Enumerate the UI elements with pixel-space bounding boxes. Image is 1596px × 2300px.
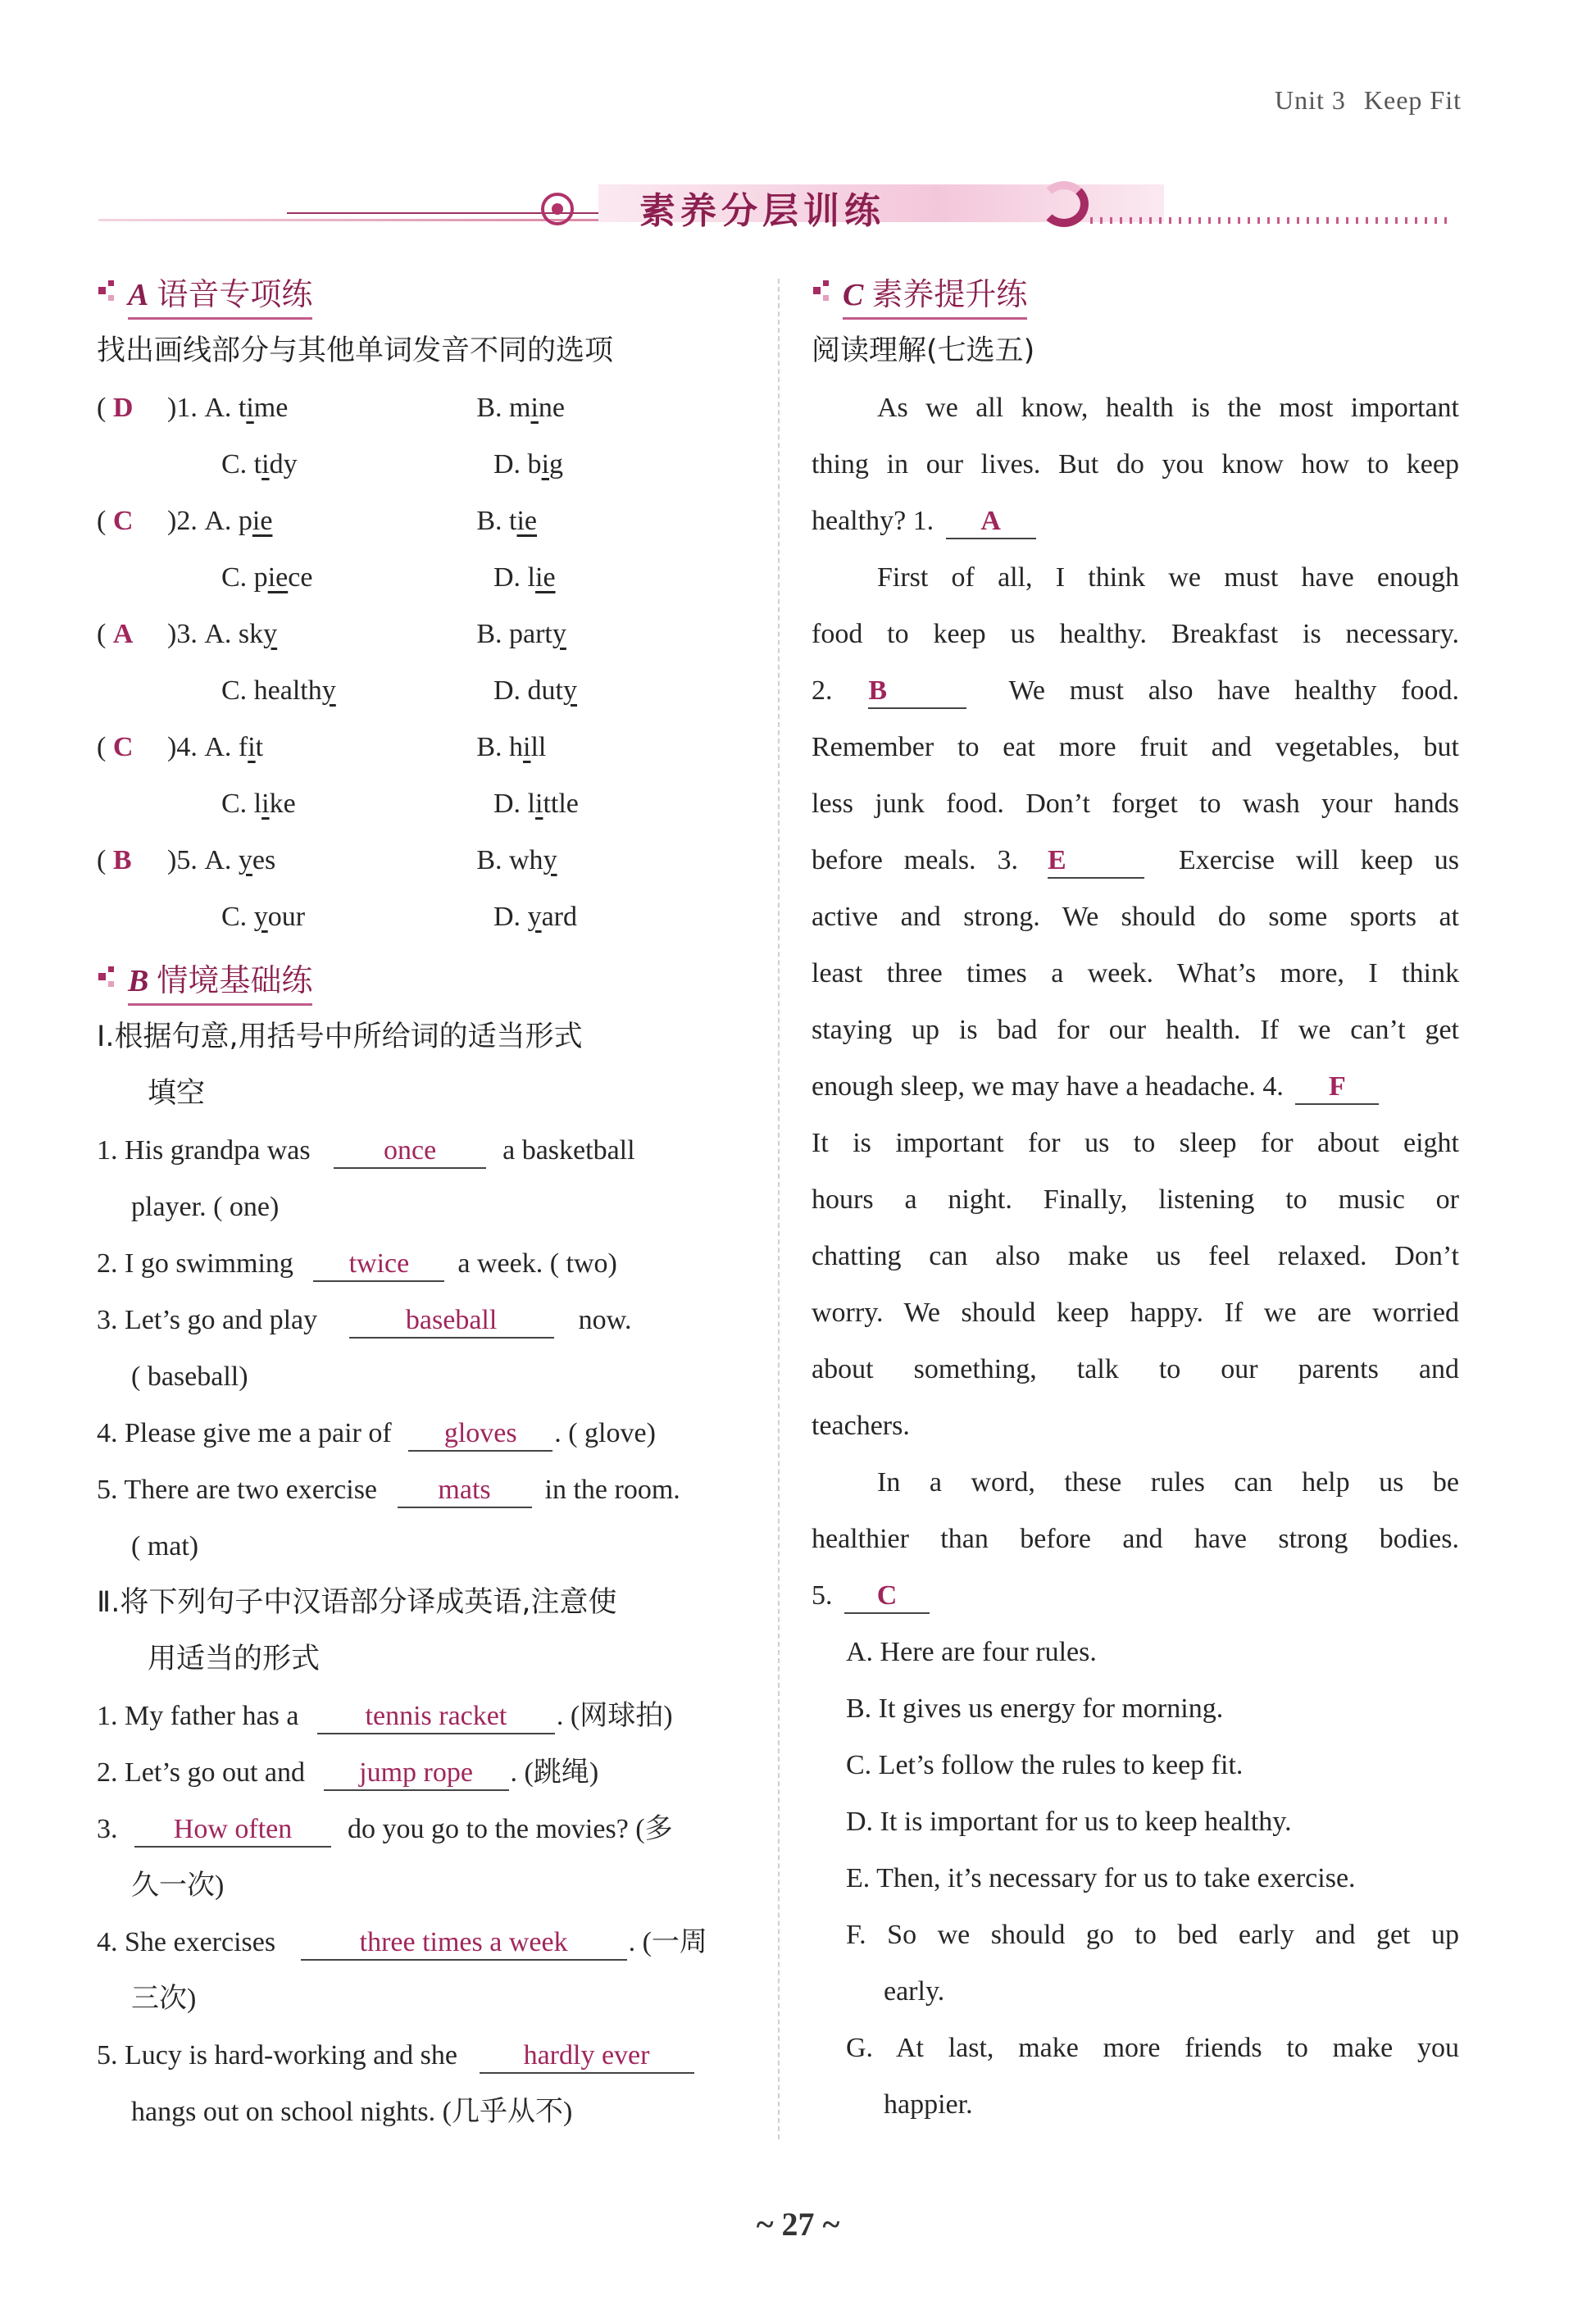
passage-line: First of all, I think we must have enough bbox=[877, 562, 1459, 593]
fill-question-cont: ( mat) bbox=[131, 1531, 199, 1561]
page-header bbox=[1257, 85, 1462, 116]
answer: A bbox=[112, 619, 134, 649]
target-icon bbox=[541, 193, 574, 225]
option-c: C. like bbox=[221, 789, 296, 819]
option-item: F. So we should go to bed early and get up bbox=[846, 1920, 1459, 1950]
passage-line: worry. We should keep happy. If we are worried bbox=[812, 1298, 1459, 1328]
option-d: D. little bbox=[493, 789, 579, 819]
answer-blank: once bbox=[334, 1134, 486, 1169]
translate-question: 4. She exercises three times a week . (一周 bbox=[97, 1914, 753, 1970]
phonetics-question: ( A )3. A. sky B. party C. healthy D. duty bbox=[97, 606, 753, 719]
answer: B bbox=[112, 845, 132, 875]
option-item: A. Here are four rules. bbox=[846, 1637, 1097, 1667]
option-b: B. tie bbox=[476, 506, 537, 536]
section-b-heading bbox=[97, 950, 753, 999]
fill-question: 5. There are two exercise mats in the room. bbox=[97, 1461, 753, 1518]
fill-question-cont: player. ( one) bbox=[131, 1192, 280, 1222]
answer: C bbox=[112, 732, 134, 762]
answer-blank: E bbox=[1048, 844, 1144, 879]
answer-blank: hardly ever bbox=[480, 2039, 694, 2074]
section-a-title: 语音专项练 bbox=[157, 276, 313, 312]
page-number: ~ 27 ~ bbox=[756, 2206, 840, 2243]
passage-line: It is important for us to sleep for about eight bbox=[812, 1128, 1459, 1158]
passage-line: hours a night. Finally, listening to music or bbox=[812, 1184, 1459, 1215]
section-c-heading bbox=[812, 264, 1459, 313]
passage-line: In a word, these rules can help us be bbox=[877, 1467, 1459, 1498]
answer-blank: mats bbox=[398, 1474, 532, 1508]
option-d: D. duty bbox=[493, 675, 577, 706]
passage-line: thing in our lives. But do you know how to keep bbox=[812, 449, 1459, 480]
option-item: C. Let’s follow the rules to keep fit. bbox=[846, 1750, 1244, 1780]
answer-blank: How often bbox=[134, 1813, 331, 1848]
option-item-cont: happier. bbox=[884, 2089, 973, 2120]
translate-question: 5. Lucy is hard-working and she hardly ever bbox=[97, 2027, 753, 2084]
answer-blank: tennis racket bbox=[317, 1700, 555, 1734]
option-d: D. lie bbox=[493, 562, 556, 593]
part1-heading-cont: 填空 bbox=[148, 1077, 206, 1110]
option-list bbox=[812, 1624, 1459, 2133]
unit-label: Unit 3 bbox=[1275, 85, 1346, 115]
fill-question-cont: ( baseball) bbox=[131, 1361, 248, 1392]
option-a: A. sky bbox=[204, 619, 278, 649]
passage-line: chatting can also make us feel relaxed. Don’t bbox=[812, 1241, 1459, 1271]
answer-blank: twice bbox=[313, 1248, 444, 1282]
passage-line: less junk food. Don’t forget to wash your hands bbox=[812, 789, 1459, 819]
swirl-icon bbox=[1039, 181, 1089, 227]
section-c-instruction: 阅读理解(七选五) bbox=[812, 334, 1035, 367]
option-b: B. why bbox=[476, 845, 557, 875]
passage-line: 5. C bbox=[812, 1567, 1459, 1624]
phonetics-question: ( B )5. A. yes B. why C. your D. yard bbox=[97, 832, 753, 945]
fill-question: 1. His grandpa was once a basketball bbox=[97, 1122, 753, 1179]
section-banner bbox=[98, 176, 1459, 242]
option-item: E. Then, it’s necessary for us to take exercise. bbox=[846, 1863, 1356, 1893]
option-b: B. hill bbox=[476, 732, 547, 762]
option-c: C. healthy bbox=[221, 675, 336, 706]
answer-blank: B bbox=[868, 675, 966, 709]
answer-blank: A bbox=[946, 505, 1036, 539]
answer-blank: C bbox=[844, 1580, 930, 1614]
translate-question-cont: hangs out on school nights. (几乎从不) bbox=[131, 2097, 573, 2127]
reading-passage bbox=[812, 380, 1459, 1624]
part1-heading: Ⅰ.根据句意,用括号中所给词的适当形式 bbox=[97, 1020, 583, 1053]
passage-line: staying up is bad for our health. If we can’t get bbox=[812, 1015, 1459, 1045]
section-b-letter: B bbox=[128, 964, 149, 998]
section-a-heading bbox=[97, 264, 753, 313]
passage-line: least three times a week. What’s more, I think bbox=[812, 958, 1459, 989]
option-item: D. It is important for us to keep healthy. bbox=[846, 1807, 1292, 1837]
answer: D bbox=[112, 393, 134, 423]
section-b-title: 情境基础练 bbox=[157, 962, 313, 998]
passage-line: enough sleep, we may have a headache. 4. F bbox=[812, 1058, 1459, 1115]
translate-question-cont: 三次) bbox=[131, 1984, 197, 2014]
answer-blank: jump rope bbox=[324, 1757, 509, 1791]
option-d: D. big bbox=[493, 449, 564, 480]
unit-topic: Keep Fit bbox=[1363, 85, 1462, 115]
answer-blank: three times a week bbox=[301, 1926, 627, 1961]
banner-title: 素养分层训练 bbox=[639, 190, 885, 232]
part2-heading: Ⅱ.将下列句子中汉语部分译成英语,注意使 bbox=[97, 1586, 617, 1619]
passage-line: As we all know, health is the most important bbox=[877, 393, 1459, 423]
right-column bbox=[812, 264, 1459, 2133]
option-b: B. party bbox=[476, 619, 566, 649]
translate-question-cont: 久一次) bbox=[131, 1870, 225, 1901]
translate-question: 3. How often do you go to the movies? (多 bbox=[97, 1801, 753, 1857]
banner-dots bbox=[1090, 217, 1451, 224]
answer-blank: baseball bbox=[349, 1304, 554, 1339]
option-item: B. It gives us energy for morning. bbox=[846, 1693, 1224, 1724]
phonetics-question: ( C )2. A. pie B. tie C. piece D. lie bbox=[97, 493, 753, 606]
passage-line: 2. B We must also have healthy food. bbox=[812, 662, 1459, 719]
section-c-letter: C bbox=[843, 278, 864, 312]
phonetics-question: ( C )4. A. fit B. hill C. like D. little bbox=[97, 719, 753, 832]
fill-question: 2. I go swimming twice a week. ( two) bbox=[97, 1235, 753, 1292]
option-item: G. At last, make more friends to make you bbox=[846, 2033, 1459, 2063]
option-c: C. piece bbox=[221, 562, 313, 593]
translate-question: 1. My father has a tennis racket . (网球拍) bbox=[97, 1688, 753, 1744]
part2-heading-cont: 用适当的形式 bbox=[148, 1643, 321, 1675]
option-a: A. time bbox=[204, 393, 289, 423]
option-a: A. pie bbox=[204, 506, 273, 536]
passage-line: healthy? 1. A bbox=[812, 493, 1459, 549]
option-d: D. yard bbox=[493, 902, 577, 932]
option-item-cont: early. bbox=[884, 1976, 945, 2007]
section-a-letter: A bbox=[128, 278, 149, 312]
option-a: A. yes bbox=[204, 845, 276, 875]
banner-line bbox=[98, 219, 664, 221]
option-a: A. fit bbox=[204, 732, 264, 762]
phonetics-question: ( D )1. A. time B. mine C. tidy D. big bbox=[97, 380, 753, 493]
answer-blank: F bbox=[1295, 1070, 1379, 1105]
option-c: C. your bbox=[221, 902, 306, 932]
section-c-title: 素养提升练 bbox=[871, 276, 1028, 312]
section-a-instruction: 找出画线部分与其他单词发音不同的选项 bbox=[97, 334, 614, 367]
passage-line: about something, talk to our parents and bbox=[812, 1354, 1459, 1384]
column-divider bbox=[778, 279, 780, 2139]
answer: C bbox=[112, 506, 134, 536]
passage-line: active and strong. We should do some sports at bbox=[812, 902, 1459, 932]
answer-blank: gloves bbox=[408, 1417, 552, 1452]
passage-line: food to keep us healthy. Breakfast is necessary. bbox=[812, 619, 1459, 649]
passage-line: Remember to eat more fruit and vegetables, but bbox=[812, 732, 1459, 762]
fill-question: 3. Let’s go and play baseball now. bbox=[97, 1292, 753, 1348]
passage-line: teachers. bbox=[812, 1411, 910, 1441]
translate-question: 2. Let’s go out and jump rope . (跳绳) bbox=[97, 1744, 753, 1801]
fill-question: 4. Please give me a pair of gloves . ( glove) bbox=[97, 1405, 753, 1461]
option-b: B. mine bbox=[476, 393, 565, 423]
option-c: C. tidy bbox=[221, 449, 298, 480]
passage-line: before meals. 3. E Exercise will keep us bbox=[812, 832, 1459, 889]
passage-line: healthier than before and have strong bodies. bbox=[812, 1524, 1459, 1554]
left-column bbox=[97, 264, 753, 2140]
